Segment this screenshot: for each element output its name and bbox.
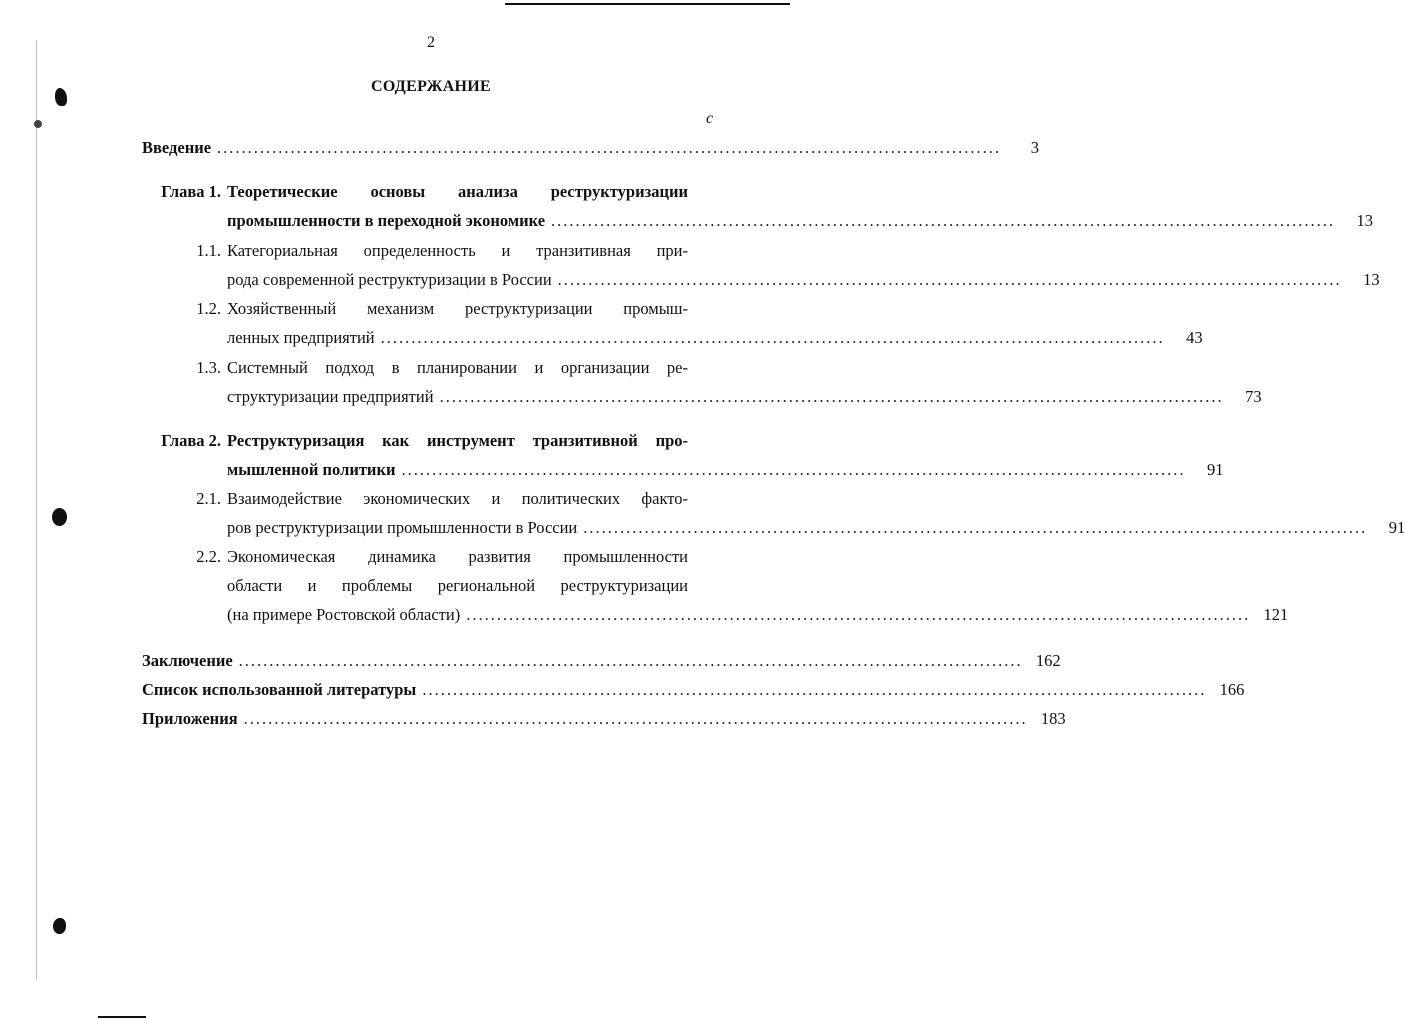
- scan-border-bottom: [98, 1016, 146, 1018]
- toc-entry-section-1-2[interactable]: [142, 294, 1203, 352]
- toc-entry-line: Экономическая динамика развития промышленности: [227, 547, 688, 566]
- toc-entry-label: Список использованной литературы: [142, 680, 417, 699]
- scan-speck: [34, 120, 42, 128]
- toc-entry-bibliography[interactable]: [142, 675, 1245, 704]
- toc-entry-label: Введение: [142, 138, 212, 157]
- toc-entry-line: Реструктуризация как инструмент транзитивной про-: [227, 431, 688, 450]
- toc-entry-line: Взаимодействие экономических и политических факто-: [227, 489, 688, 508]
- toc-entry-label: Заключение: [142, 651, 233, 670]
- toc-entry-chapter-2[interactable]: [142, 426, 1224, 484]
- toc-page-number: 121: [1263, 605, 1289, 624]
- toc-entry-line: мышленной политики: [227, 460, 396, 479]
- toc-page-number: 166: [1219, 680, 1245, 699]
- toc-entry-line: промышленности в переходной экономике: [227, 211, 546, 230]
- dot-leader: ................................................................................................................................: [422, 680, 1207, 699]
- toc-entry-introduction[interactable]: [142, 133, 1040, 162]
- toc-page-number: 73: [1245, 387, 1262, 406]
- dot-leader: ................................................................................................................................: [238, 651, 1023, 670]
- toc-entry-conclusion[interactable]: [142, 646, 1061, 675]
- section-number: 1.2.: [196, 299, 221, 318]
- toc-page-number: 3: [1030, 138, 1040, 157]
- section-number: 2.1.: [196, 489, 221, 508]
- scan-border-left: [36, 40, 37, 980]
- toc-entry-section-1-3[interactable]: [142, 353, 1262, 411]
- toc-entry-appendices[interactable]: [142, 704, 1066, 733]
- scan-border-top: [505, 3, 790, 5]
- page-title: СОДЕРЖАНИЕ: [370, 78, 492, 95]
- toc-page-number: 162: [1035, 651, 1061, 670]
- toc-entry-line: Хозяйственный механизм реструктуризации промыш-: [227, 299, 688, 318]
- toc-entry-section-1-1[interactable]: [142, 236, 1380, 294]
- dot-leader: ................................................................................................................................: [217, 138, 1002, 157]
- scan-blot: [53, 918, 66, 934]
- scan-blot: [52, 508, 67, 526]
- chapter-number: Глава 1.: [161, 182, 221, 201]
- dot-leader: ................................................................................................................................: [401, 460, 1186, 479]
- section-number: 1.3.: [196, 358, 221, 377]
- toc-entry-label: Приложения: [142, 709, 238, 728]
- toc-entry-line: области и проблемы региональной реструктуризации: [227, 576, 688, 595]
- dot-leader: ................................................................................................................................: [583, 518, 1368, 537]
- section-number: 2.2.: [196, 547, 221, 566]
- toc-entry-line: (на примере Ростовской области): [227, 605, 461, 624]
- toc-page-number: 13: [1363, 270, 1380, 289]
- dot-leader: ................................................................................................................................: [551, 211, 1336, 230]
- toc-page-number: 43: [1186, 328, 1203, 347]
- toc-page-number: 13: [1356, 211, 1374, 230]
- dot-leader: ................................................................................................................................: [439, 387, 1224, 406]
- toc-page-number: 183: [1040, 709, 1066, 728]
- section-number: 1.1.: [196, 241, 221, 260]
- toc-page-number: 91: [1206, 460, 1224, 479]
- toc-page-number: 91: [1388, 518, 1405, 537]
- dot-leader: ................................................................................................................................: [466, 605, 1251, 624]
- page-column-label: с: [706, 110, 714, 127]
- toc-entry-line: Категориальная определенность и транзитивная при-: [227, 241, 688, 260]
- toc-entry-line: ленных предприятий: [227, 328, 375, 347]
- toc-entry-section-2-1[interactable]: [142, 484, 1405, 542]
- chapter-number: Глава 2.: [161, 431, 221, 450]
- page-number: 2: [427, 34, 435, 51]
- dot-leader: ................................................................................................................................: [243, 709, 1028, 728]
- toc-entry-line: рода современной реструктуризации в России: [227, 270, 552, 289]
- toc-entry-chapter-1[interactable]: [142, 177, 1374, 235]
- toc-entry-section-2-2[interactable]: [142, 542, 1289, 629]
- toc-entry-line: структуризации предприятий: [227, 387, 434, 406]
- toc-entry-line: ров реструктуризации промышленности в России: [227, 518, 578, 537]
- toc-entry-line: Теоретические основы анализа реструктуризации: [227, 182, 688, 201]
- dot-leader: ................................................................................................................................: [557, 270, 1342, 289]
- toc-entry-line: Системный подход в планировании и организации ре-: [227, 358, 688, 377]
- dot-leader: ................................................................................................................................: [380, 328, 1165, 347]
